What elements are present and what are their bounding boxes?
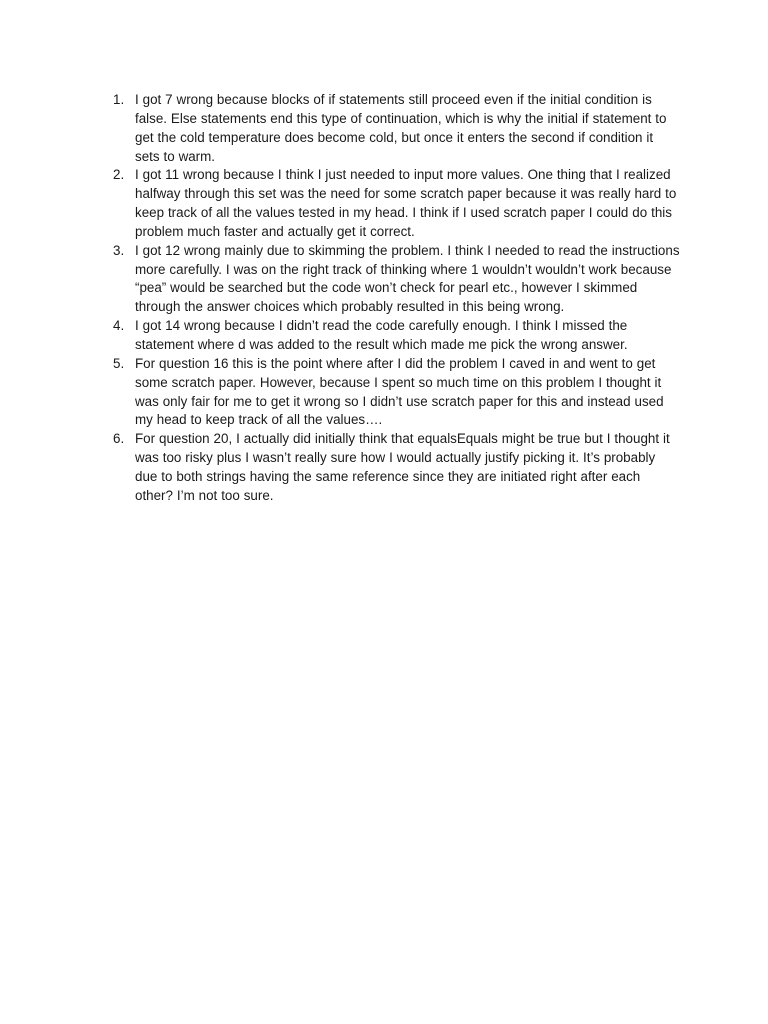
list-item-text: I got 7 wrong because blocks of if statements still proceed even if the initial condition is false. Else statements end this type of continuation, which is why the initial if statement to get the cold temperature does become cold, but once it enters the second if condition it sets to warm. — [135, 92, 667, 164]
list-item-number: 3. — [113, 242, 125, 258]
list-item-number: 4. — [113, 318, 125, 334]
list-item-text: I got 11 wrong because I think I just needed to input more values. One thing that I realized halfway through this set was the need for some scratch paper because it was really hard to keep track of all the values tested in my head. I think if I used scratch paper I could do this problem much faster and actually get it correct. — [135, 167, 677, 239]
list-item-number: 2. — [113, 167, 125, 183]
list-item-text: I got 12 wrong mainly due to skimming the problem. I think I needed to read the instructions more carefully. I was on the right track of thinking where 1 wouldn’t wouldn’t work because “pea” would be searched but the code won’t check for pearl etc., however I skimmed through the answer choices which probably resulted in this being wrong. — [135, 242, 680, 315]
list-item-number: 5. — [113, 355, 125, 371]
list-item-number: 6. — [113, 431, 125, 447]
list-item-text: I got 14 wrong because I didn’t read the code carefully enough. I think I missed the statement where d was added to the result which made me pick the wrong answer. — [135, 318, 628, 352]
list-item — [109, 317, 681, 355]
list-item — [109, 430, 681, 505]
list-item — [109, 242, 681, 317]
list-item-number: 1. — [113, 92, 125, 107]
list-item-text: For question 20, I actually did initially think that equalsEquals might be true but I thought it was too risky plus I wasn’t really sure how I would actually justify picking it. It’s probably due to both strings having the same reference since they are initiated right after each other? I’m not too sure. — [135, 431, 670, 503]
list-item-text: For question 16 this is the point where after I did the problem I caved in and went to get some scratch paper. However, because I spent so much time on this problem I thought it was only fair for me to get it wrong so I didn’t use scratch paper for this and instead used my head to keep track of all the values…. — [135, 355, 664, 428]
list-item — [109, 166, 681, 241]
list-item — [109, 355, 681, 430]
list-item — [109, 91, 681, 166]
numbered-list — [109, 91, 681, 506]
